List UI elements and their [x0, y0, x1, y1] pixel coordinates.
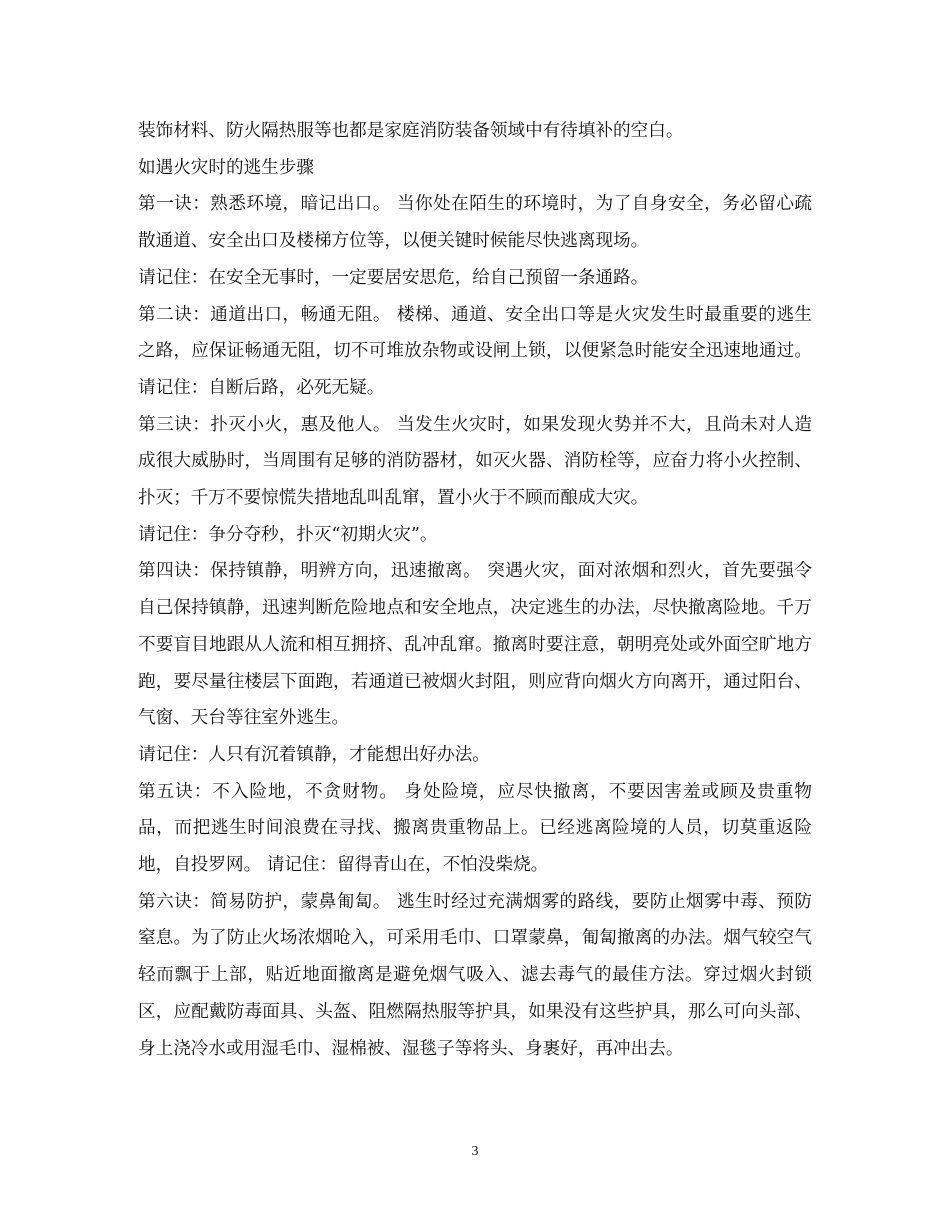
section-heading: 如遇火灾时的逃生步骤: [138, 157, 314, 178]
paragraph-tip-6: 第六诀：简易防护，蒙鼻匍匐。 逃生时经过充满烟雾的路线，要防止烟雾中毒、预防窒息。为了防止火场浓烟呛入，可采用毛巾、口罩蒙鼻，匍匐撤离的办法。烟气较空气轻而飘于上部，贴近地面撤离是避免烟气吸入、滤去毒气的最佳方法。穿过烟火封锁区，应配戴防毒面具、头盔、阻燃隔热服等护具，如果没有这些护具，那么可向头部、身上浇冷水或用湿毛巾、湿棉被、湿毯子等将头、身裹好，再冲出去。: [138, 891, 812, 1059]
paragraph-tip-3: 第三诀：扑灭小火，惠及他人。 当发生火灾时，如果发现火势并不大，且尚未对人造成很大威胁时，当周围有足够的消防器材，如灭火器、消防栓等，应奋力将小火控制、扑灭；千万不要惊慌失措地乱叫乱窜，置小火于不顾而酿成大灾。: [138, 414, 812, 509]
paragraph-reminder-3: 请记住：争分夺秒，扑灭“初期火灾”。: [138, 524, 438, 545]
document-body: [138, 113, 812, 1067]
page-number: 3: [471, 1144, 479, 1159]
paragraph-tip-1: 第一诀：熟悉环境，暗记出口。 当你处在陌生的环境时，为了自身安全，务必留心疏散通道、安全出口及楼梯方位等，以便关键时候能尽快逃离现场。: [138, 194, 812, 252]
paragraph-reminder-1: 请记住：在安全无事时，一定要居安思危，给自己预留一条通路。: [138, 267, 649, 288]
paragraph-tip-4: 第四诀：保持镇静，明辨方向，迅速撤离。 突遇火灾，面对浓烟和烈火，首先要强令自己保持镇静，迅速判断危险地点和安全地点，决定逃生的办法，尽快撤离险地。千万不要盲目地跟从人流和相互拥挤、乱冲乱窜。撤离时要注意，朝明亮处或外面空旷地方跑，要尽量往楼层下面跑，若通道已被烟火封阻，则应背向烟火方向离开，通过阳台、气窗、天台等往室外逃生。: [138, 561, 812, 729]
paragraph-intro-continuation: 装饰材料、防火隔热服等也都是家庭消防装备领域中有待填补的空白。: [138, 121, 684, 141]
paragraph-tip-2: 第二诀：通道出口，畅通无阻。 楼梯、通道、安全出口等是火灾发生时最重要的逃生之路，应保证畅通无阻，切不可堆放杂物或设闸上锁，以便紧急时能安全迅速地通过。 请记住：自断后路，必死无疑。: [138, 304, 812, 398]
paragraph-reminder-4: 请记住：人只有沉着镇静，才能想出好办法。: [138, 744, 490, 765]
paragraph-tip-5: 第五诀：不入险地，不贪财物。 身处险境，应尽快撤离，不要因害羞或顾及贵重物品，而把逃生时间浪费在寻找、搬离贵重物品上。已经逃离险境的人员，切莫重返险地，自投罗网。 请记住：留得青山在，不怕没柴烧。: [138, 781, 812, 876]
